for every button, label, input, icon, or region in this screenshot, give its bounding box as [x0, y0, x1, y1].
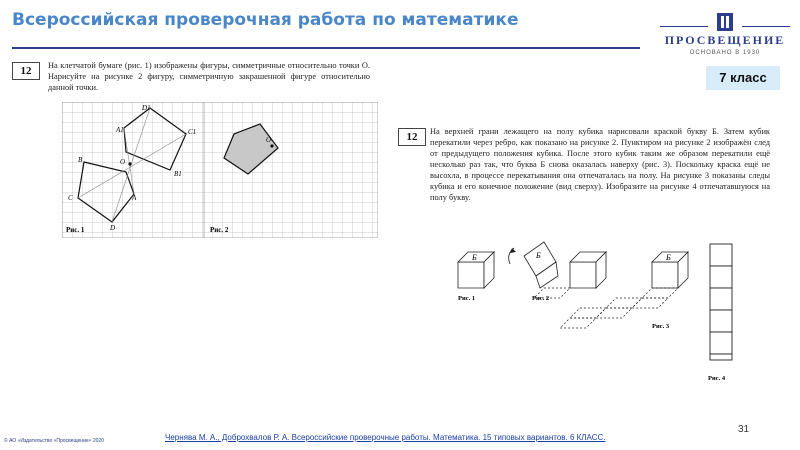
task-left-number: 12: [12, 62, 40, 80]
label-c: C: [68, 194, 73, 202]
reference-link[interactable]: Чернява М. А., Доброхвалов Р. А. Всероссийские проверочные работы. Математика. 15 типовых вариантов. 6 КЛАСС.: [165, 433, 606, 442]
task-right-text: На верхней грани лежащего на полу кубика нарисовали краской букву Б. Затем кубик перекатили через ребро, как показано на рисунке 2. Пунктиром на рисунке 2 изображён след от предыдущего положения кубика. После этого кубик таким же образом перекатили ещё несколько раз так, что буква Б снова оказалась наверху (рис. 3). Поскольку краска ещё не высохла, в процессе перекатывания она отпечаталась на полу. На рисунке 3 показаны следы кубика и его конечное положение (вид сверху). Изобразите на рисунке 4 отпечатавшуюся на полу букву.: [430, 127, 770, 202]
header-divider: [12, 47, 640, 49]
fig2-label: Рис. 2: [210, 226, 229, 234]
label-d1: D1: [142, 104, 151, 112]
fig4-strip: [710, 244, 732, 360]
label-a: A: [132, 194, 137, 202]
publisher-logo: [660, 10, 790, 60]
grid-paper: [62, 102, 378, 238]
fig1-label: Рис. 1: [66, 226, 85, 234]
fig2-label-o: O: [266, 136, 272, 144]
cube-letter-1: Б: [472, 253, 477, 262]
page-title: Всероссийская проверочная работа по математике: [12, 10, 519, 30]
label-b: B: [78, 156, 83, 164]
cube-letter-2: Б: [536, 251, 541, 260]
point-o: [128, 162, 131, 165]
logo-line-right: [742, 26, 790, 27]
fig4-right-label: Рис. 4: [708, 375, 726, 382]
page-number: 31: [738, 424, 750, 435]
fig2-point-o: [270, 144, 273, 147]
copyright: © АО «Издательство «Просвещение» 2020: [4, 438, 104, 444]
label-a1: A1: [116, 126, 124, 134]
cube-letter-3: Б: [666, 253, 671, 262]
label-d: D: [110, 224, 116, 232]
fig3-right-label: Рис. 3: [652, 323, 670, 330]
task-right-figures: [440, 236, 780, 386]
grade-badge: 7 класс: [706, 66, 780, 90]
label-o: O: [120, 158, 126, 166]
task-left-text: На клетчатой бумаге (рис. 1) изображены фигуры, симметричные относительно точки O. Нарисуйте на рисунке 2 фигуру, симметричную закрашенной фигуре относительно данной точки.: [48, 61, 370, 92]
label-b1: B1: [174, 170, 182, 178]
logo-emblem-icon: [716, 12, 734, 32]
logo-line-left: [660, 26, 708, 27]
cube-fig2-rolling: [509, 242, 606, 298]
task-right-number: 12: [398, 128, 426, 146]
fig2-right-label: Рис. 2: [532, 295, 550, 302]
fig1-right-label: Рис. 1: [458, 295, 476, 302]
task-left-figures: [62, 102, 378, 238]
cube-fig1: [458, 252, 494, 288]
publisher-founded: ОСНОВАНО В 1930: [689, 50, 761, 56]
label-c1: C1: [188, 128, 197, 136]
publisher-name: ПРОСВЕЩЕНИЕ: [664, 33, 786, 47]
